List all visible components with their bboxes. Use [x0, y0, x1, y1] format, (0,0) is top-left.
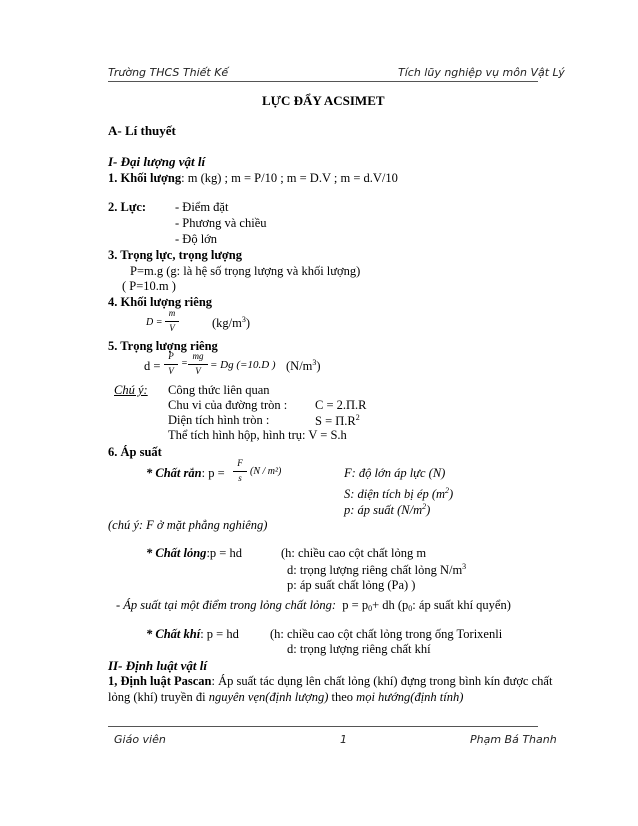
- gravity-formula-alt: ( P=10.m ): [122, 279, 176, 293]
- sw-equals: =: [181, 358, 188, 369]
- specific-weight-lhs: d =: [144, 359, 161, 373]
- pressure-label: 6. Áp suất: [108, 445, 162, 459]
- sw-unit: $(N/m^3)$: [286, 358, 321, 373]
- fraction-bar: [164, 364, 178, 365]
- density-lhs: D =: [146, 317, 163, 328]
- fraction-bar: [165, 321, 179, 322]
- solid-denominator: s: [238, 473, 242, 483]
- page-title: LỰC ĐẨY ACSIMET: [262, 93, 385, 108]
- note-volume: Thể tích hình hộp, hình trụ: V = S.h: [168, 428, 347, 442]
- section-heading: A- Lí thuyết: [108, 123, 176, 138]
- pascal-line-2: lỏng (khí) truyền đi nguyên vẹn(định lượng) theo mọi hướng(định tính): [108, 690, 464, 704]
- part-heading: II- Định luật vật lí: [108, 658, 207, 673]
- fraction-bar: [233, 471, 247, 472]
- legend-pressure: p: áp suất $(N/m^2)$: [344, 502, 431, 517]
- sw-rest: = Dg (=10.D ): [210, 359, 276, 371]
- sw-numerator-2: mg: [192, 351, 204, 361]
- fraction-bar: [188, 364, 208, 365]
- solid-numerator: F: [237, 458, 243, 468]
- mass-text: : m (kg) ; m = P/10 ; m = D.V ; m = d.V/10: [181, 171, 398, 185]
- page-number: 1: [340, 733, 347, 746]
- force-item: - Điểm đặt: [175, 200, 229, 214]
- incline-note: (chú ý: F ở mặt phẳng nghiêng): [108, 518, 268, 532]
- density-unit: $(kg/m^3)$: [212, 315, 251, 330]
- header-rule: [108, 81, 538, 82]
- footer-author: Phạm Bá Thanh: [470, 733, 557, 746]
- force-item: - Độ lớn: [175, 232, 218, 246]
- note-area-label: Diện tích hình tròn :: [168, 413, 270, 427]
- gravity-label: 3. Trọng lực, trọng lượng: [108, 248, 242, 262]
- liquid-d: d: trọng lượng riêng chất lỏng $N/m^3$: [287, 562, 467, 577]
- pascal-line-1: 1, Định luật Pascan: Áp suất tác dụng lên chất lỏng (khí) đựng trong bình kín được chất: [108, 674, 553, 688]
- footer-rule: [108, 726, 538, 727]
- header-subject: Tích lũy nghiệp vụ môn Vật Lý: [398, 66, 565, 79]
- force-item: - Phương và chiều: [175, 216, 267, 230]
- legend-force: F: độ lớn áp lực (N): [344, 466, 446, 480]
- gas-h: (h: chiều cao cột chất lỏng trong ống Torixenli: [270, 627, 503, 641]
- sw-numerator-1: P: [168, 351, 174, 361]
- footer-teacher-label: Giáo viên: [114, 733, 166, 746]
- density-numerator: m: [168, 308, 176, 318]
- note-circumference-formula: C = 2.Π.R: [315, 398, 367, 412]
- header-school: Trường THCS Thiết Kế: [108, 66, 229, 79]
- solid-unit: (N / m²): [250, 466, 282, 477]
- mass-label: 1. Khối lượng: [108, 171, 182, 185]
- point-pressure: - Áp suất tại một điểm trong lỏng chất lỏng: $p = p_0+$ dh ($p_0$: áp suất khí quyển): [116, 598, 511, 613]
- mass-line: [108, 172, 398, 185]
- legend-area: S: diện tích bị ép $(m^2)$: [344, 486, 454, 501]
- specific-weight-label: 5. Trọng lượng riêng: [108, 339, 218, 353]
- liquid-h: (h: chiều cao cột chất lỏng m: [281, 546, 427, 560]
- sw-denominator-2: V: [195, 366, 201, 376]
- note-label: Chú ý:: [114, 383, 148, 397]
- liquid-pressure: * Chất lỏng:p = hd: [146, 546, 242, 560]
- solid-pressure: * Chất rắn: p =: [146, 466, 225, 480]
- density-denominator: V: [169, 323, 175, 333]
- density-label: 4. Khối lượng riêng: [108, 295, 213, 309]
- gas-pressure: * Chất khí: p = hd: [146, 627, 239, 641]
- note-area-formula: $S = \Pi.R^2$: [315, 413, 360, 428]
- note-circumference-label: Chu vi của đường tròn :: [168, 398, 288, 412]
- force-label: 2. Lực:: [108, 200, 147, 214]
- part-heading: I- Đại lượng vật lí: [108, 154, 206, 169]
- liquid-p: p: áp suất chất lỏng (Pa) ): [287, 578, 416, 592]
- note-intro: Công thức liên quan: [168, 383, 270, 397]
- gas-d: d: trọng lượng riêng chất khí: [287, 642, 431, 656]
- sw-denominator-1: V: [168, 366, 174, 376]
- gravity-formula: P=m.g (g: là hệ số trọng lượng và khối lượng): [130, 264, 361, 278]
